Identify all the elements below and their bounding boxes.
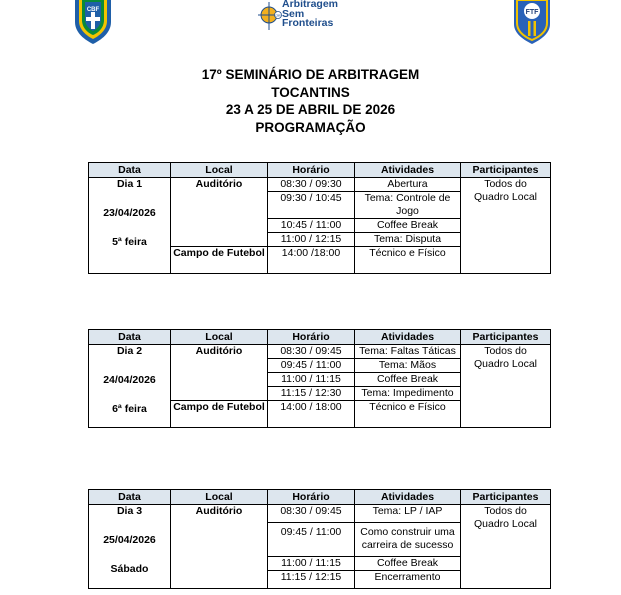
activity-cell: Técnico e Físico (355, 401, 461, 428)
time-cell: 08:30 / 09:45 (268, 505, 355, 523)
activity-cell: Como construir uma carreira de sucesso (355, 523, 461, 557)
cbf-logo-text: CBF (86, 7, 100, 13)
header-horario: Horário (268, 490, 355, 505)
ftf-logo (514, 0, 550, 44)
local-cell: Auditório (171, 505, 268, 589)
header-horario: Horário (268, 163, 355, 178)
header-local: Local (171, 490, 268, 505)
header-participantes: Participantes (461, 163, 551, 178)
activity-cell: Coffee Break (355, 373, 461, 387)
day-date: 24/04/2026 (103, 374, 156, 386)
time-cell: 11:00 / 12:15 (268, 233, 355, 247)
asf-line-2: Sem (282, 7, 305, 20)
title-line-2: TOCANTINS (271, 84, 350, 100)
day-label: Dia 2 (116, 345, 143, 357)
title-line-3: 23 A 25 DE ABRIL DE 2026 (225, 102, 396, 117)
activity-cell: Abertura (355, 178, 461, 192)
time-cell: 09:45 / 11:00 (268, 359, 355, 373)
header-local: Local (171, 163, 268, 178)
day-cell (89, 345, 171, 428)
header-data: Data (89, 163, 171, 178)
day-label: Dia 3 (116, 505, 143, 517)
asf-wordmark (282, 0, 338, 29)
time-cell: 11:00 / 11:15 (268, 373, 355, 387)
header-data: Data (89, 330, 171, 345)
schedule-table-day-2 (88, 329, 551, 428)
header-atividades: Atividades (355, 163, 461, 178)
time-cell: 11:15 / 12:15 (268, 571, 355, 589)
day-weekday: 6ª feira (112, 403, 147, 415)
day-label: Dia 1 (116, 178, 143, 190)
local-cell: Auditório (171, 178, 268, 247)
table-row (89, 345, 551, 359)
activity-cell: Tema: Mãos (355, 359, 461, 373)
table-row (89, 505, 551, 523)
table-header-row (89, 490, 551, 505)
header-data: Data (89, 490, 171, 505)
header-participantes: Participantes (461, 330, 551, 345)
time-cell: 10:45 / 11:00 (268, 219, 355, 233)
title-line-4: PROGRAMAÇÃO (255, 119, 366, 135)
participants-cell (461, 345, 551, 428)
table-header-row (89, 330, 551, 345)
document-title (0, 66, 621, 136)
time-cell: 11:00 / 11:15 (268, 557, 355, 571)
local-cell: Campo de Futebol (171, 247, 268, 274)
activity-cell: Tema: LP / IAP (355, 505, 461, 523)
header-local: Local (171, 330, 268, 345)
activity-cell: Encerramento (355, 571, 461, 589)
time-cell: 14:00 / 18:00 (268, 401, 355, 428)
day-cell (89, 505, 171, 589)
participants-cell (461, 505, 551, 589)
header-atividades: Atividades (355, 490, 461, 505)
activity-cell: Tema: Disputa (355, 233, 461, 247)
day-date: 25/04/2026 (103, 534, 156, 546)
day-weekday: 5ª feira (112, 236, 147, 248)
ftf-logo-text: FTF (525, 9, 539, 16)
asf-badge-text: CBF (275, 13, 281, 18)
time-cell: 09:45 / 11:00 (268, 523, 355, 557)
time-cell: 11:15 / 12:30 (268, 387, 355, 401)
activity-cell: Tema: Controle de Jogo (355, 192, 461, 219)
schedule-table-day-3 (88, 489, 551, 589)
activity-cell: Tema: Faltas Táticas (355, 345, 461, 359)
local-cell: Auditório (171, 345, 268, 401)
activity-cell: Técnico e Físico (355, 247, 461, 274)
cbf-logo (73, 0, 113, 44)
activity-cell: Coffee Break (355, 557, 461, 571)
time-cell: 09:30 / 10:45 (268, 192, 355, 219)
day-date: 23/04/2026 (103, 207, 156, 219)
time-cell: 14:00 /18:00 (268, 247, 355, 274)
participants-line-2: Quadro Local (473, 358, 538, 370)
activity-cell: Tema: Impedimento (355, 387, 461, 401)
activity-cell: Coffee Break (355, 219, 461, 233)
arbitragem-sem-fronteiras-logo (258, 0, 378, 32)
title-line-1: 17º SEMINÁRIO DE ARBITRAGEM (201, 67, 420, 82)
participants-line-1: Todos do (484, 345, 527, 357)
participants-line-2: Quadro Local (473, 518, 538, 530)
day-cell (89, 178, 171, 274)
schedule-table-day-1 (88, 162, 551, 274)
table-row (89, 178, 551, 192)
participants-line-1: Todos do (484, 505, 527, 517)
time-cell: 08:30 / 09:30 (268, 178, 355, 192)
asf-line-1: Arbitragem (282, 0, 339, 10)
table-header-row (89, 163, 551, 178)
header-participantes: Participantes (461, 490, 551, 505)
time-cell: 08:30 / 09:45 (268, 345, 355, 359)
asf-line-3: Fronteiras (282, 17, 334, 29)
local-cell: Campo de Futebol (171, 401, 268, 428)
participants-line-1: Todos do (484, 178, 527, 190)
participants-line-2: Quadro Local (473, 191, 538, 203)
header-horario: Horário (268, 330, 355, 345)
day-weekday: Sábado (110, 563, 149, 575)
header-atividades: Atividades (355, 330, 461, 345)
participants-cell (461, 178, 551, 274)
